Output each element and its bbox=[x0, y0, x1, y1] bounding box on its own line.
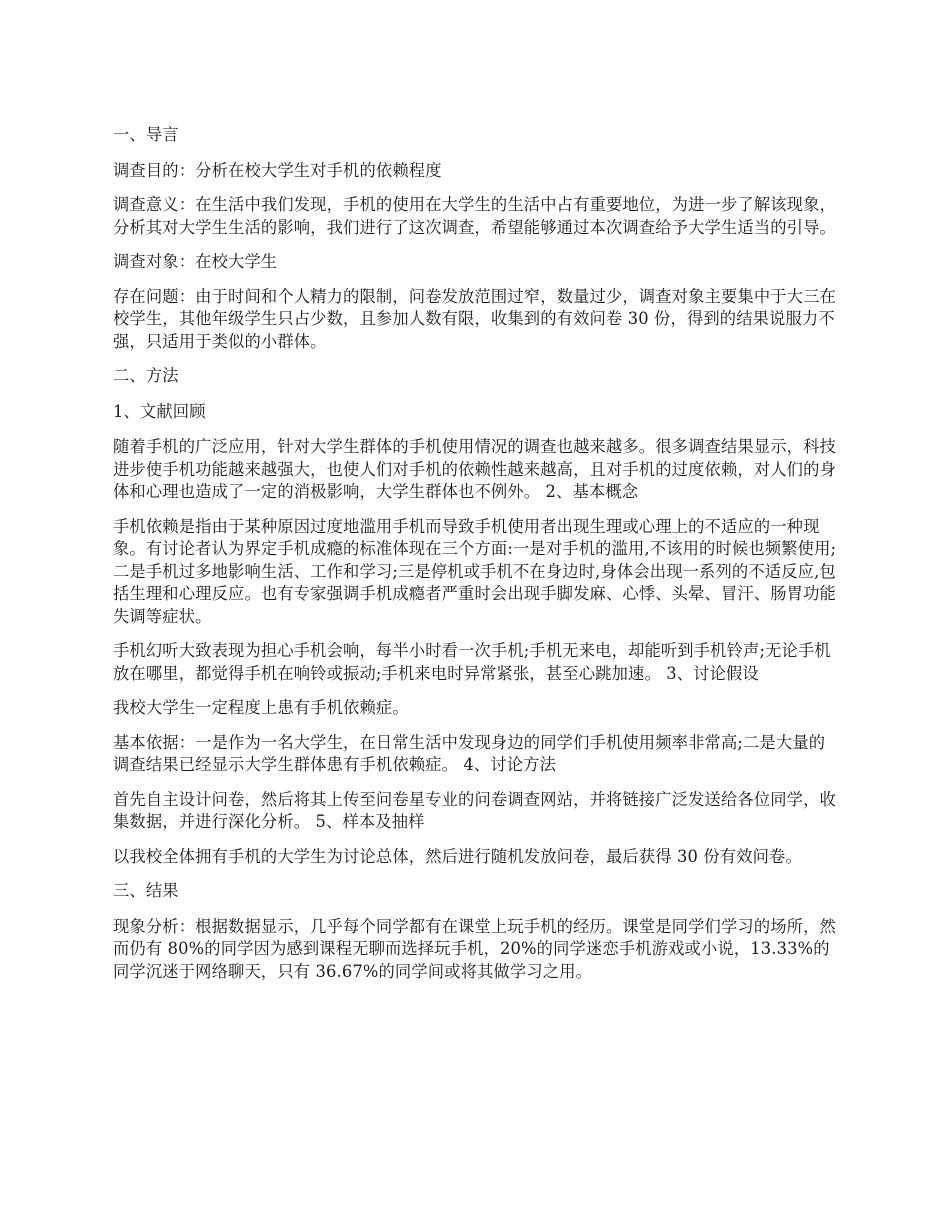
hypothesis-paragraph: 我校大学生一定程度上患有手机依赖症。 bbox=[113, 698, 409, 717]
phenomenon-analysis-paragraph: 现象分析：根据数据显示，几乎每个同学都有在课堂上玩手机的经历。课堂是同学们学习的场所，然而仍有 80%的同学因为感到课程无聊而选择玩手机，20%的同学迷恋手机游戏或小说，13.33%的同学沉迷于网络聊天，只有 36.67%的同学间或将其做学习之用。 bbox=[113, 916, 836, 981]
subheading-literature-review: 1、文献回顾 bbox=[113, 401, 206, 421]
section-heading-introduction: 一、导言 bbox=[113, 125, 179, 144]
literature-review-paragraph: 随着手机的广泛应用，针对大学生群体的手机使用情况的调查也越来越多。很多调查结果显示，科技进步使手机功能越来越强大，也使人们对手机的依赖性越来越高，且对手机的过度依赖，对人们的身体和心理也造成了一定的消极影响，大学生群体也不例外。 2、基本概念 bbox=[113, 437, 836, 501]
survey-significance-paragraph: 调查意义：在生活中我们发现，手机的使用在大学生的生活中占有重要地位，为进一步了解该现象，分析其对大学生生活的影响，我们进行了这次调查，希望能够通过本次调查给予大学生适当的引导。 bbox=[113, 195, 836, 237]
phone-dependence-definition-paragraph: 手机依赖是指由于某种原因过度地滥用手机而导致手机使用者出现生理或心理上的不适应的一种现象。有讨论者认为界定手机成瘾的标准体现在三个方面:一是对手机的滥用,不该用的时候也频繁使用;二是手机过多地影响生活、工作和学习;三是停机或手机不在身边时,身体会出现一系列的不适反应,包括生理和心理反应。也有专家强调手机成瘾者严重时会出现手脚发麻、心悸、头晕、冒汗、肠胃功能失调等症状。 bbox=[113, 516, 837, 626]
section-heading-results: 三、结果 bbox=[113, 881, 179, 900]
method-paragraph: 首先自主设计问卷，然后将其上传至问卷星专业的问卷调查网站，并将链接广泛发送给各位同学，收集数据，并进行深化分析。 5、样本及抽样 bbox=[113, 789, 836, 831]
survey-subject-paragraph: 调查对象：在校大学生 bbox=[113, 252, 278, 271]
sampling-paragraph: 以我校全体拥有手机的大学生为讨论总体，然后进行随机发放问卷，最后获得 30 份有效问卷。 bbox=[113, 846, 802, 866]
basic-basis-paragraph: 基本依据：一是作为一名大学生，在日常生活中发现身边的同学们手机使用频率非常高;二是大量的调查结果已经显示大学生群体患有手机依赖症。 4、讨论方法 bbox=[113, 732, 826, 774]
section-heading-method: 二、方法 bbox=[113, 366, 179, 385]
document-page bbox=[113, 124, 840, 995]
phantom-ringing-paragraph: 手机幻听大致表现为担心手机会响，每半小时看一次手机;手机无来电，却能听到手机铃声;无论手机放在哪里，都觉得手机在响铃或振动;手机来电时异常紧张，甚至心跳加速。 3、讨论假设 bbox=[113, 641, 831, 683]
survey-purpose-paragraph: 调查目的：分析在校大学生对手机的依赖程度 bbox=[113, 160, 442, 180]
existing-problems-paragraph: 存在问题：由于时间和个人精力的限制，问卷发放范围过窄，数量过少，调查对象主要集中于大三在校学生，其他年级学生只占少数，且参加人数有限，收集到的有效问卷 30 份，得到的结果说服力不强，只适用于类似的小群体。 bbox=[113, 286, 836, 351]
